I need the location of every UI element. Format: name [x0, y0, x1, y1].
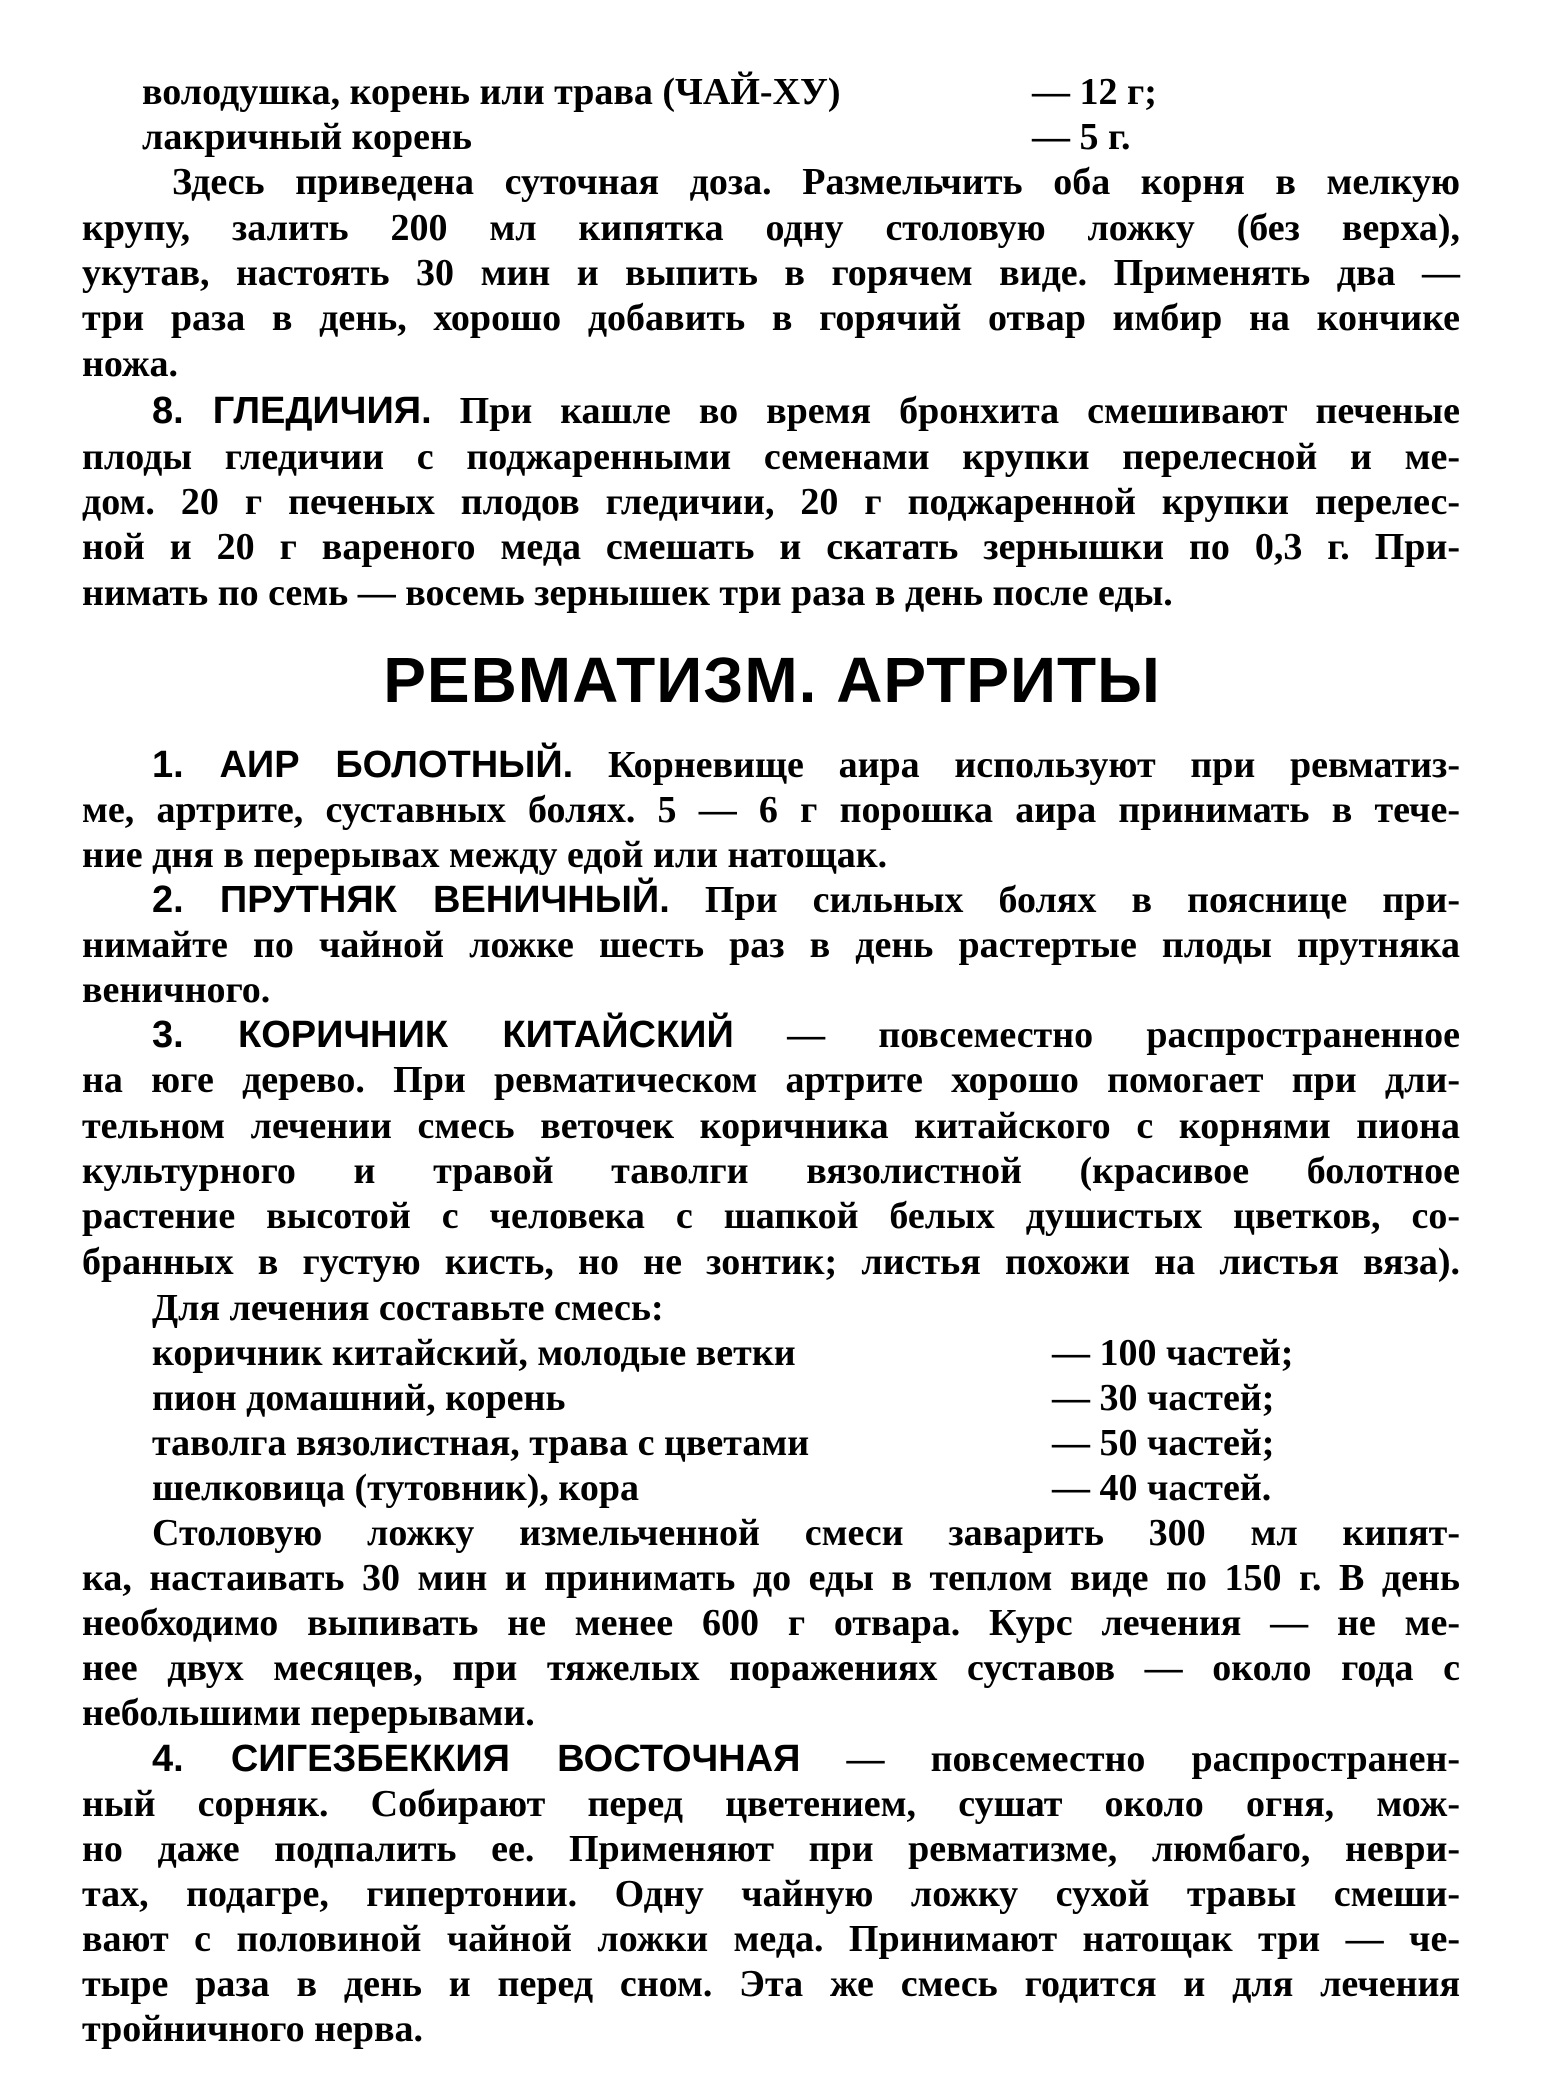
mix-item-name: шелковица (тутовник), кора — [152, 1467, 639, 1509]
paragraph-line: тельном лечении смесь веточек коричника китайского с корнями пиона — [82, 1105, 1460, 1147]
paragraph-line: но даже подпалить ее. Применяют при ревматизме, люмбаго, неври- — [82, 1828, 1460, 1870]
paragraph-line: культурного и травой таволги вязолистной (красивое болотное — [82, 1150, 1460, 1192]
paragraph-line: крупу, залить 200 мл кипятка одну столовую ложку (без верха), — [82, 207, 1460, 249]
paragraph-line: веничного. — [82, 969, 271, 1011]
recipe-item-name: лакричный корень — [142, 116, 473, 158]
paragraph-line: нимайте по чайной ложке шесть раз в день растертые плоды прутняка — [82, 924, 1460, 966]
recipe-item-qty: — 12 г; — [1032, 71, 1157, 113]
recipe-item-qty: — 5 г. — [1032, 116, 1131, 158]
mix-item-qty: — 50 частей; — [1052, 1422, 1275, 1464]
paragraph-line: ный сорняк. Собирают перед цветением, сушат около огня, мож- — [82, 1783, 1460, 1825]
recipe-item-name: володушка, корень или трава (ЧАЙ-ХУ) — [142, 71, 841, 113]
paragraph-line: тах, подагре, гипертонии. Одну чайную ложку сухой травы смеши- — [82, 1873, 1460, 1915]
section-3-title: 3. КОРИЧНИК КИТАЙСКИЙ — [152, 1014, 734, 1056]
section-8-first-line: 8. ГЛЕДИЧИЯ. При кашле во время бронхита смешивают печеные — [152, 390, 1461, 432]
paragraph-line: тыре раза в день и перед сном. Эта же смесь годится и для лечения — [82, 1963, 1460, 2005]
paragraph-line: плоды гледичии с поджаренными семенами крупки перелесной и ме- — [82, 436, 1460, 478]
paragraph-line: ка, настаивать 30 мин и принимать до еды в теплом виде по 150 г. В день — [82, 1557, 1460, 1599]
section-2-first-line: 2. ПРУТНЯК ВЕНИЧНЫЙ. При сильных болях в пояснице при- — [152, 879, 1460, 921]
mix-item-name: коричник китайский, молодые ветки — [152, 1332, 796, 1374]
paragraph-line: вают с половиной чайной ложки меда. Принимают натощак три — че- — [82, 1918, 1460, 1960]
section-8-title: 8. ГЛЕДИЧИЯ. — [152, 390, 432, 432]
mix-item-qty: — 100 частей; — [1052, 1332, 1294, 1374]
paragraph-line: нимать по семь — восемь зернышек три раза в день после еды. — [82, 572, 1173, 614]
paragraph-line: ножа. — [82, 343, 179, 385]
section-1-first-line: 1. АИР БОЛОТНЫЙ. Корневище аира используют при ревматиз- — [152, 744, 1460, 786]
mix-item-name: таволга вязолистная, трава с цветами — [152, 1422, 810, 1464]
paragraph-line: растение высотой с человека с шапкой белых душистых цветков, со- — [82, 1195, 1460, 1237]
paragraph-line: три раза в день, хорошо добавить в горячий отвар имбир на кончике — [82, 297, 1460, 339]
section-4-first-line: 4. СИГЕЗБЕККИЯ ВОСТОЧНАЯ — повсеместно распространен- — [152, 1738, 1460, 1780]
paragraph-line: ние дня в перерывах между едой или натощак. — [82, 834, 888, 876]
paragraph-line: бранных в густую кисть, но не зонтик; листья похожи на листья вяза). — [82, 1241, 1460, 1283]
paragraph-line: ме, артрите, суставных болях. 5 — 6 г порошка аира принимать в тече- — [82, 789, 1460, 831]
section-4-title: 4. СИГЕЗБЕККИЯ ВОСТОЧНАЯ — [152, 1738, 801, 1780]
section-heading: РЕВМАТИЗМ. АРТРИТЫ — [383, 644, 1161, 716]
paragraph-line: нее двух месяцев, при тяжелых поражениях суставов — около года с — [82, 1647, 1460, 1689]
paragraph-line: Здесь приведена суточная доза. Размельчить оба корня в мелкую — [172, 161, 1460, 203]
mix-item-qty: — 30 частей; — [1052, 1377, 1275, 1419]
mix-intro: Для лечения составьте смесь: — [152, 1287, 664, 1329]
paragraph-line: на юге дерево. При ревматическом артрите хорошо помогает при дли- — [82, 1059, 1460, 1101]
mix-item-qty: — 40 частей. — [1052, 1467, 1272, 1509]
section-1-title: 1. АИР БОЛОТНЫЙ. — [152, 744, 574, 786]
paragraph-line: небольшими перерывами. — [82, 1692, 535, 1734]
section-2-title: 2. ПРУТНЯК ВЕНИЧНЫЙ. — [152, 879, 670, 921]
section-3-first-line: 3. КОРИЧНИК КИТАЙСКИЙ — повсеместно распространенное — [152, 1014, 1460, 1056]
paragraph-line: необходимо выпивать не менее 600 г отвара. Курс лечения — не ме- — [82, 1602, 1460, 1644]
paragraph-line: дом. 20 г печеных плодов гледичии, 20 г поджаренной крупки перелес- — [82, 481, 1460, 523]
mix-item-name: пион домашний, корень — [152, 1377, 566, 1419]
paragraph-line: Столовую ложку измельченной смеси заварить 300 мл кипят- — [152, 1512, 1460, 1554]
paragraph-line: укутав, настоять 30 мин и выпить в горячем виде. Применять два — — [82, 252, 1460, 294]
paragraph-line: тройничного нерва. — [82, 2008, 423, 2050]
paragraph-line: ной и 20 г вареного меда смешать и скатать зернышки по 0,3 г. При- — [82, 526, 1460, 568]
